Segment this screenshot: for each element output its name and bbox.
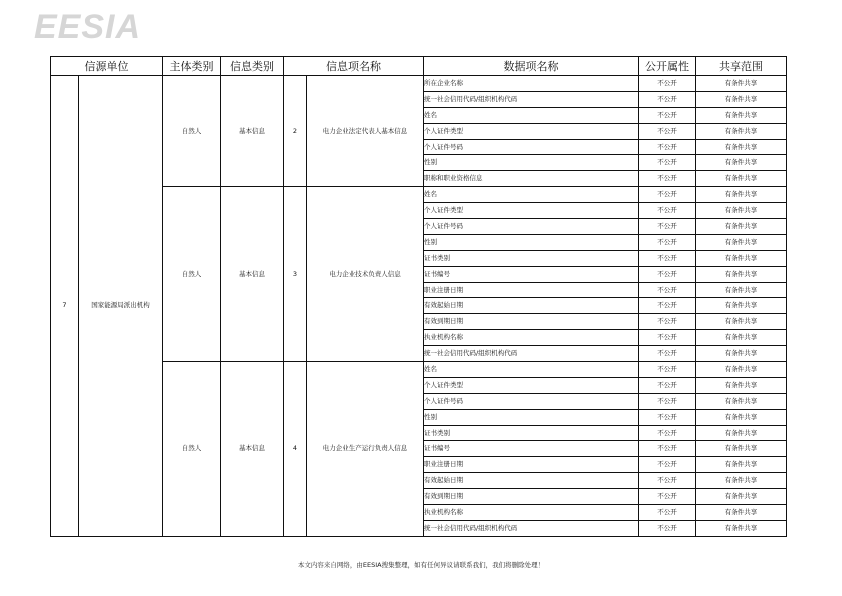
info-item-name: 电力企业法定代表人基本信息 [307, 76, 424, 187]
public-attribute: 不公开 [639, 298, 696, 314]
share-scope: 有条件共享 [696, 330, 787, 346]
public-attribute: 不公开 [639, 489, 696, 505]
share-scope: 有条件共享 [696, 203, 787, 219]
public-attribute: 不公开 [639, 219, 696, 235]
data-item-name: 个人证件类型 [424, 203, 639, 219]
public-attribute: 不公开 [639, 250, 696, 266]
public-attribute: 不公开 [639, 171, 696, 187]
public-attribute: 不公开 [639, 203, 696, 219]
info-item-number: 3 [284, 187, 307, 362]
subject-type: 自然人 [163, 187, 221, 362]
public-attribute: 不公开 [639, 441, 696, 457]
header-row [51, 57, 787, 76]
header-info-item-name: 信息项名称 [284, 57, 424, 76]
public-attribute: 不公开 [639, 139, 696, 155]
subject-type: 自然人 [163, 76, 221, 187]
data-item-name: 性别 [424, 409, 639, 425]
data-item-name: 证书类别 [424, 425, 639, 441]
share-scope: 有条件共享 [696, 505, 787, 521]
info-item-name: 电力企业技术负责人信息 [307, 187, 424, 362]
public-attribute: 不公开 [639, 457, 696, 473]
public-attribute: 不公开 [639, 377, 696, 393]
share-scope: 有条件共享 [696, 123, 787, 139]
data-item-name: 性别 [424, 234, 639, 250]
info-type: 基本信息 [221, 187, 284, 362]
header-data-item-name: 数据项名称 [424, 57, 639, 76]
share-scope: 有条件共享 [696, 139, 787, 155]
data-item-name: 证书类别 [424, 250, 639, 266]
table-row [51, 76, 787, 92]
header-share-scope: 共享范围 [696, 57, 787, 76]
data-item-name: 姓名 [424, 187, 639, 203]
share-scope: 有条件共享 [696, 441, 787, 457]
share-scope: 有条件共享 [696, 489, 787, 505]
share-scope: 有条件共享 [696, 266, 787, 282]
eesia-logo: EESIA [34, 8, 142, 46]
public-attribute: 不公开 [639, 425, 696, 441]
share-scope: 有条件共享 [696, 107, 787, 123]
public-attribute: 不公开 [639, 330, 696, 346]
public-attribute: 不公开 [639, 155, 696, 171]
data-item-name: 有效起始日期 [424, 473, 639, 489]
data-item-name: 职业注册日期 [424, 282, 639, 298]
data-item-name: 职称和职业资格信息 [424, 171, 639, 187]
header-subject-type: 主体类别 [163, 57, 221, 76]
subject-type: 自然人 [163, 362, 221, 537]
data-item-name: 统一社会信用代码/组织机构代码 [424, 520, 639, 536]
share-scope: 有条件共享 [696, 171, 787, 187]
info-type: 基本信息 [221, 76, 284, 187]
share-scope: 有条件共享 [696, 250, 787, 266]
public-attribute: 不公开 [639, 76, 696, 92]
share-scope: 有条件共享 [696, 155, 787, 171]
table-body [51, 76, 787, 537]
public-attribute: 不公开 [639, 314, 696, 330]
share-scope: 有条件共享 [696, 473, 787, 489]
data-item-name: 个人证件号码 [424, 393, 639, 409]
data-item-name: 个人证件类型 [424, 123, 639, 139]
share-scope: 有条件共享 [696, 457, 787, 473]
public-attribute: 不公开 [639, 473, 696, 489]
data-item-name: 证书编号 [424, 441, 639, 457]
info-item-number: 2 [284, 76, 307, 187]
data-item-name: 职业注册日期 [424, 457, 639, 473]
header-info-type: 信息类别 [221, 57, 284, 76]
data-item-name: 执业机构名称 [424, 505, 639, 521]
data-item-name: 姓名 [424, 107, 639, 123]
share-scope: 有条件共享 [696, 393, 787, 409]
share-scope: 有条件共享 [696, 346, 787, 362]
public-attribute: 不公开 [639, 91, 696, 107]
data-item-name: 个人证件号码 [424, 219, 639, 235]
data-item-name: 姓名 [424, 362, 639, 378]
data-item-name: 有效起始日期 [424, 298, 639, 314]
header-source-unit: 信源单位 [51, 57, 163, 76]
data-item-name: 有效到期日期 [424, 314, 639, 330]
sequence-number: 7 [51, 76, 79, 537]
public-attribute: 不公开 [639, 346, 696, 362]
info-item-name: 电力企业生产运行负责人信息 [307, 362, 424, 537]
data-item-name: 统一社会信用代码/组织机构代码 [424, 346, 639, 362]
share-scope: 有条件共享 [696, 362, 787, 378]
public-attribute: 不公开 [639, 107, 696, 123]
public-attribute: 不公开 [639, 266, 696, 282]
share-scope: 有条件共享 [696, 520, 787, 536]
share-scope: 有条件共享 [696, 314, 787, 330]
data-item-name: 个人证件类型 [424, 377, 639, 393]
info-item-number: 4 [284, 362, 307, 537]
share-scope: 有条件共享 [696, 409, 787, 425]
data-item-name: 执业机构名称 [424, 330, 639, 346]
public-attribute: 不公开 [639, 282, 696, 298]
share-scope: 有条件共享 [696, 425, 787, 441]
source-unit: 国家能源局派出机构 [79, 76, 163, 537]
share-scope: 有条件共享 [696, 377, 787, 393]
header-public-attribute: 公开属性 [639, 57, 696, 76]
data-item-name: 个人证件号码 [424, 139, 639, 155]
public-attribute: 不公开 [639, 234, 696, 250]
share-scope: 有条件共享 [696, 219, 787, 235]
data-catalog-table [50, 56, 787, 537]
public-attribute: 不公开 [639, 187, 696, 203]
data-item-name: 证书编号 [424, 266, 639, 282]
public-attribute: 不公开 [639, 362, 696, 378]
share-scope: 有条件共享 [696, 187, 787, 203]
public-attribute: 不公开 [639, 505, 696, 521]
data-item-name: 所在企业名称 [424, 76, 639, 92]
public-attribute: 不公开 [639, 123, 696, 139]
footer-note: 本文内容来自网络，由EESIA搜集整理，如有任何异议请联系我们，我们将删除处理！ [297, 561, 545, 569]
share-scope: 有条件共享 [696, 282, 787, 298]
data-item-name: 有效到期日期 [424, 489, 639, 505]
data-item-name: 性别 [424, 155, 639, 171]
share-scope: 有条件共享 [696, 91, 787, 107]
share-scope: 有条件共享 [696, 298, 787, 314]
public-attribute: 不公开 [639, 409, 696, 425]
data-item-name: 统一社会信用代码/组织机构代码 [424, 91, 639, 107]
share-scope: 有条件共享 [696, 234, 787, 250]
share-scope: 有条件共享 [696, 76, 787, 92]
info-type: 基本信息 [221, 362, 284, 537]
public-attribute: 不公开 [639, 520, 696, 536]
public-attribute: 不公开 [639, 393, 696, 409]
